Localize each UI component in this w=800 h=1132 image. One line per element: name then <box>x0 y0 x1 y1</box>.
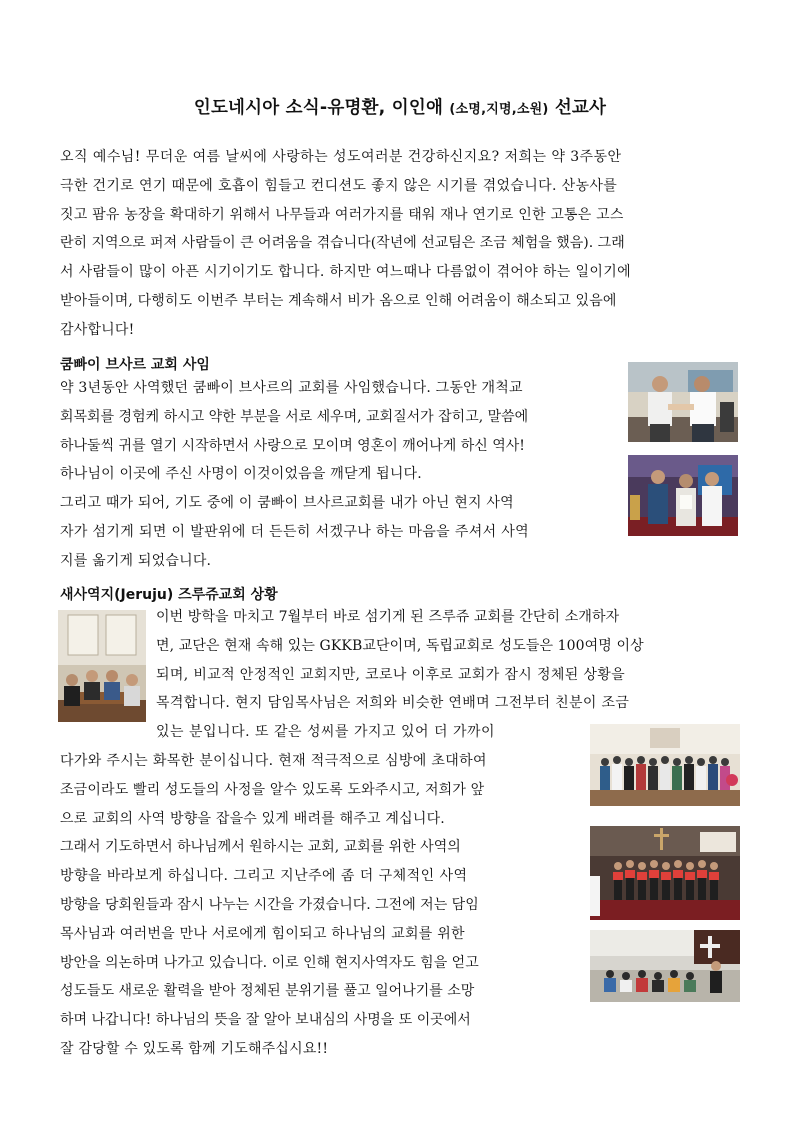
intro-line: 오직 예수님! 무더운 여름 날씨에 사랑하는 성도여러분 건강하신지요? 저희는 약 3주동안 <box>60 149 622 165</box>
photo-handshake <box>628 362 738 442</box>
section-line: 다가와 주시는 화목한 분이십니다. 현재 적극적으로 심방에 초대하여 <box>60 753 487 769</box>
intro-line: 감사합니다! <box>60 321 135 338</box>
intro-paragraph <box>60 143 750 345</box>
section-line: 지를 옮기게 되었습니다. <box>60 552 212 569</box>
title-sub: (소명,지명,소원) <box>449 102 549 117</box>
photo-fellowship-floor <box>590 930 740 1002</box>
section-line: 면, 교단은 현재 속해 있는 GKKB교단이며, 독립교회로 성도들은 100여명 이상 <box>156 637 644 654</box>
section-line: 목사님과 여러번을 만나 서로에게 힘이되고 하나님의 교회를 위한 <box>60 925 465 942</box>
section-jeruju-text-b <box>60 747 580 1064</box>
photo-certificate <box>628 455 738 536</box>
section-line: 조금이라도 빨리 성도들의 사정을 알수 있도록 도와주시고, 저희가 앞 <box>60 781 485 798</box>
title-main: 인도네시아 소식-유명환, 이인애 <box>193 98 444 118</box>
intro-line: 서 사람들이 많이 아픈 시기이기도 합니다. 하지만 여느때나 다름없이 겪어야 하는 일이기에 <box>60 264 631 281</box>
page-title <box>0 94 800 119</box>
section-line: 회목회를 경험케 하시고 약한 부분을 서로 세우며, 교회질서가 잡히고, 말씀에 <box>60 408 529 425</box>
photo-choir <box>590 826 740 920</box>
section-line: 방안을 의논하며 나가고 있습니다. 이로 인해 현지사역자도 힘을 얻고 <box>60 954 479 971</box>
section-line: 이번 방학을 마치고 7월부터 바로 섬기게 된 즈루쥬 교회를 간단히 소개하자 <box>156 609 620 625</box>
section-line: 잘 감당할 수 있도록 함께 기도해주십시요!! <box>60 1040 329 1057</box>
section-kumpai-text <box>60 374 632 576</box>
title-suffix: 선교사 <box>554 98 607 118</box>
section-line: 되며, 비교적 안정적인 교회지만, 코로나 이후로 교회가 잠시 정체된 상황을 <box>156 666 626 683</box>
intro-line: 짓고 팜유 농장을 확대하기 위해서 나무들과 여러가지를 태워 재나 연기로 인한 고통은 고스 <box>60 206 624 223</box>
section-line: 성도들도 새로운 활력을 받아 정체된 분위기를 풀고 일어나기를 소망 <box>60 983 475 1000</box>
section-line: 약 3년동안 사역했던 쿰빠이 브사르의 교회를 사임했습니다. 그동안 개척교 <box>60 380 523 396</box>
section-line: 방향을 바라보게 하십니다. 그리고 지난주에 좀 더 구체적인 사역 <box>60 868 468 885</box>
photo-dinner-table <box>58 610 146 722</box>
section-line: 그래서 기도하면서 하나님께서 원하시는 교회, 교회를 위한 사역의 <box>60 839 461 856</box>
section-line: 하나둘씩 귀를 열기 시작하면서 사랑으로 모이며 영혼이 깨어나게 하신 역사! <box>60 437 525 454</box>
intro-line: 극한 건기로 연기 때문에 호흡이 힘들고 컨디션도 좋지 않은 시기를 겪었습니다. 산농사를 <box>60 177 618 194</box>
section-line: 자가 섬기게 되면 이 발판위에 더 든든히 서겠구나 하는 마음을 주셔서 사역 <box>60 523 530 540</box>
section-line: 그리고 때가 되어, 기도 중에 이 쿰빠이 브사르교회를 내가 아닌 현지 사역 <box>60 495 514 512</box>
section-line: 목격합니다. 현지 담임목사님은 저희와 비슷한 연배며 그전부터 친분이 조금 <box>156 695 630 712</box>
section-heading-jeruju: 새사역지(Jeruju) 즈루쥬교회 상황 <box>60 587 278 603</box>
photo-church-group <box>590 724 740 806</box>
section-heading-kumpai: 쿰빠이 브사르 교회 사임 <box>60 357 210 373</box>
section-line: 하나님이 이곳에 주신 사명이 이것이었음을 깨닫게 됩니다. <box>60 466 422 483</box>
section-line: 있는 분입니다. 또 같은 성씨를 가지고 있어 더 가까이 <box>156 724 496 741</box>
section-line: 으로 교회의 사역 방향을 잡을수 있게 배려를 해주고 계십니다. <box>60 810 445 827</box>
section-line: 방향을 당회원들과 잠시 나누는 시간을 가졌습니다. 그전에 저는 담임 <box>60 896 479 913</box>
intro-line: 받아들이며, 다행히도 이번주 부터는 계속해서 비가 옴으로 인해 어려움이 해소되고 있음에 <box>60 292 617 309</box>
section-line: 하며 나갑니다! 하나님의 뜻을 잘 알아 보내심의 사명을 또 이곳에서 <box>60 1012 471 1029</box>
intro-line: 란히 지역으로 퍼져 사람들이 큰 어려움을 겪습니다(작년에 선교팀은 조금 체험을 했음). 그래 <box>60 235 625 252</box>
